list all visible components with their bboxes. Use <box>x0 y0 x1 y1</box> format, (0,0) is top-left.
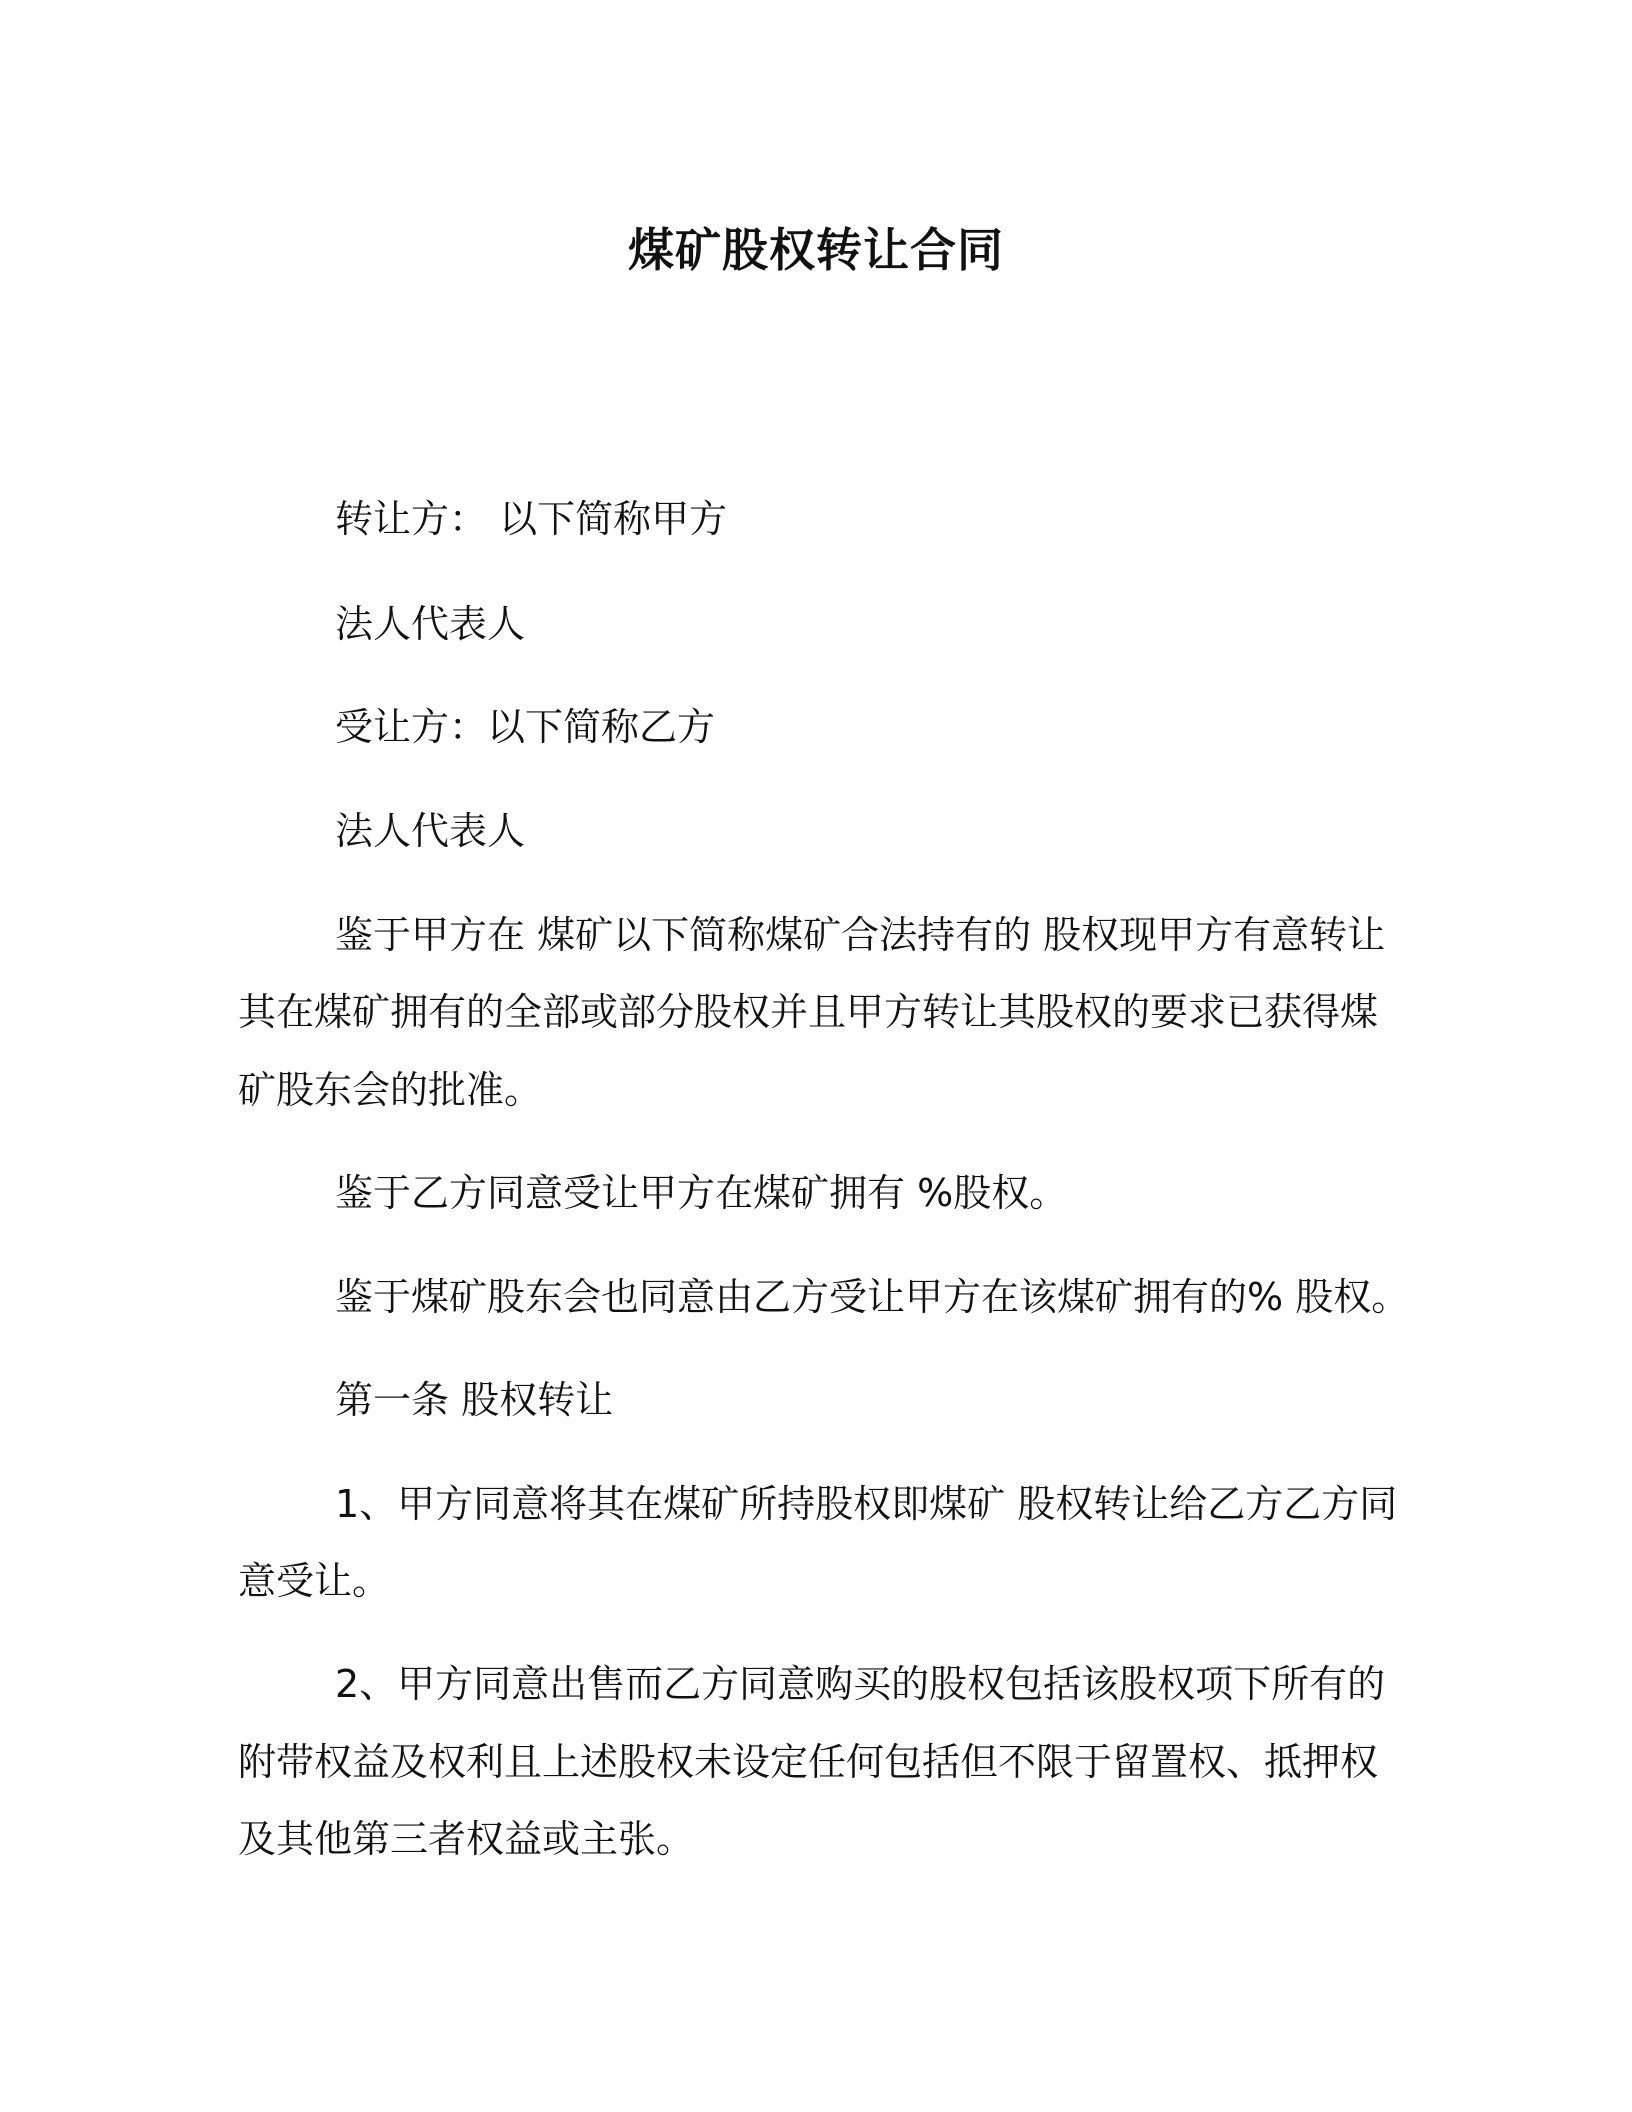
document-title: 煤矿股权转让合同 <box>628 223 1004 277</box>
clause-2-line-3: 及其他第三者权益或主张。 <box>238 1817 695 1861</box>
recital-1-line-1: 鉴于甲方在 煤矿以下简称煤矿合法持有的 股权现甲方有意转让 <box>335 913 1386 957</box>
transferor-representative-line: 法人代表人 <box>335 602 526 646</box>
clause-1-line-1: 1、甲方同意将其在煤矿所持股权即煤矿 股权转让给乙方乙方同 <box>335 1482 1398 1526</box>
clause-1-line-2: 意受让。 <box>238 1559 391 1603</box>
clause-2-line-2: 附带权益及权利且上述股权未设定任何包括但不限于留置权、抵押权 <box>238 1740 1379 1784</box>
transferee-representative-line: 法人代表人 <box>335 809 526 853</box>
recital-3: 鉴于煤矿股东会也同意由乙方受让甲方在该煤矿拥有的% 股权。 <box>335 1275 1410 1319</box>
transferee-line: 受让方：以下简称乙方 <box>335 705 716 749</box>
recital-2: 鉴于乙方同意受让甲方在煤矿拥有 %股权。 <box>335 1171 1068 1215</box>
transferor-line: 转让方： 以下简称甲方 <box>335 497 728 541</box>
article-1-heading: 第一条 股权转让 <box>335 1378 614 1422</box>
recital-1-line-3: 矿股东会的批准。 <box>238 1068 543 1112</box>
clause-2-line-1: 2、甲方同意出售而乙方同意购买的股权包括该股权项下所有的 <box>335 1662 1386 1706</box>
recital-1-line-2: 其在煤矿拥有的全部或部分股权并且甲方转让其股权的要求已获得煤 <box>238 990 1379 1034</box>
